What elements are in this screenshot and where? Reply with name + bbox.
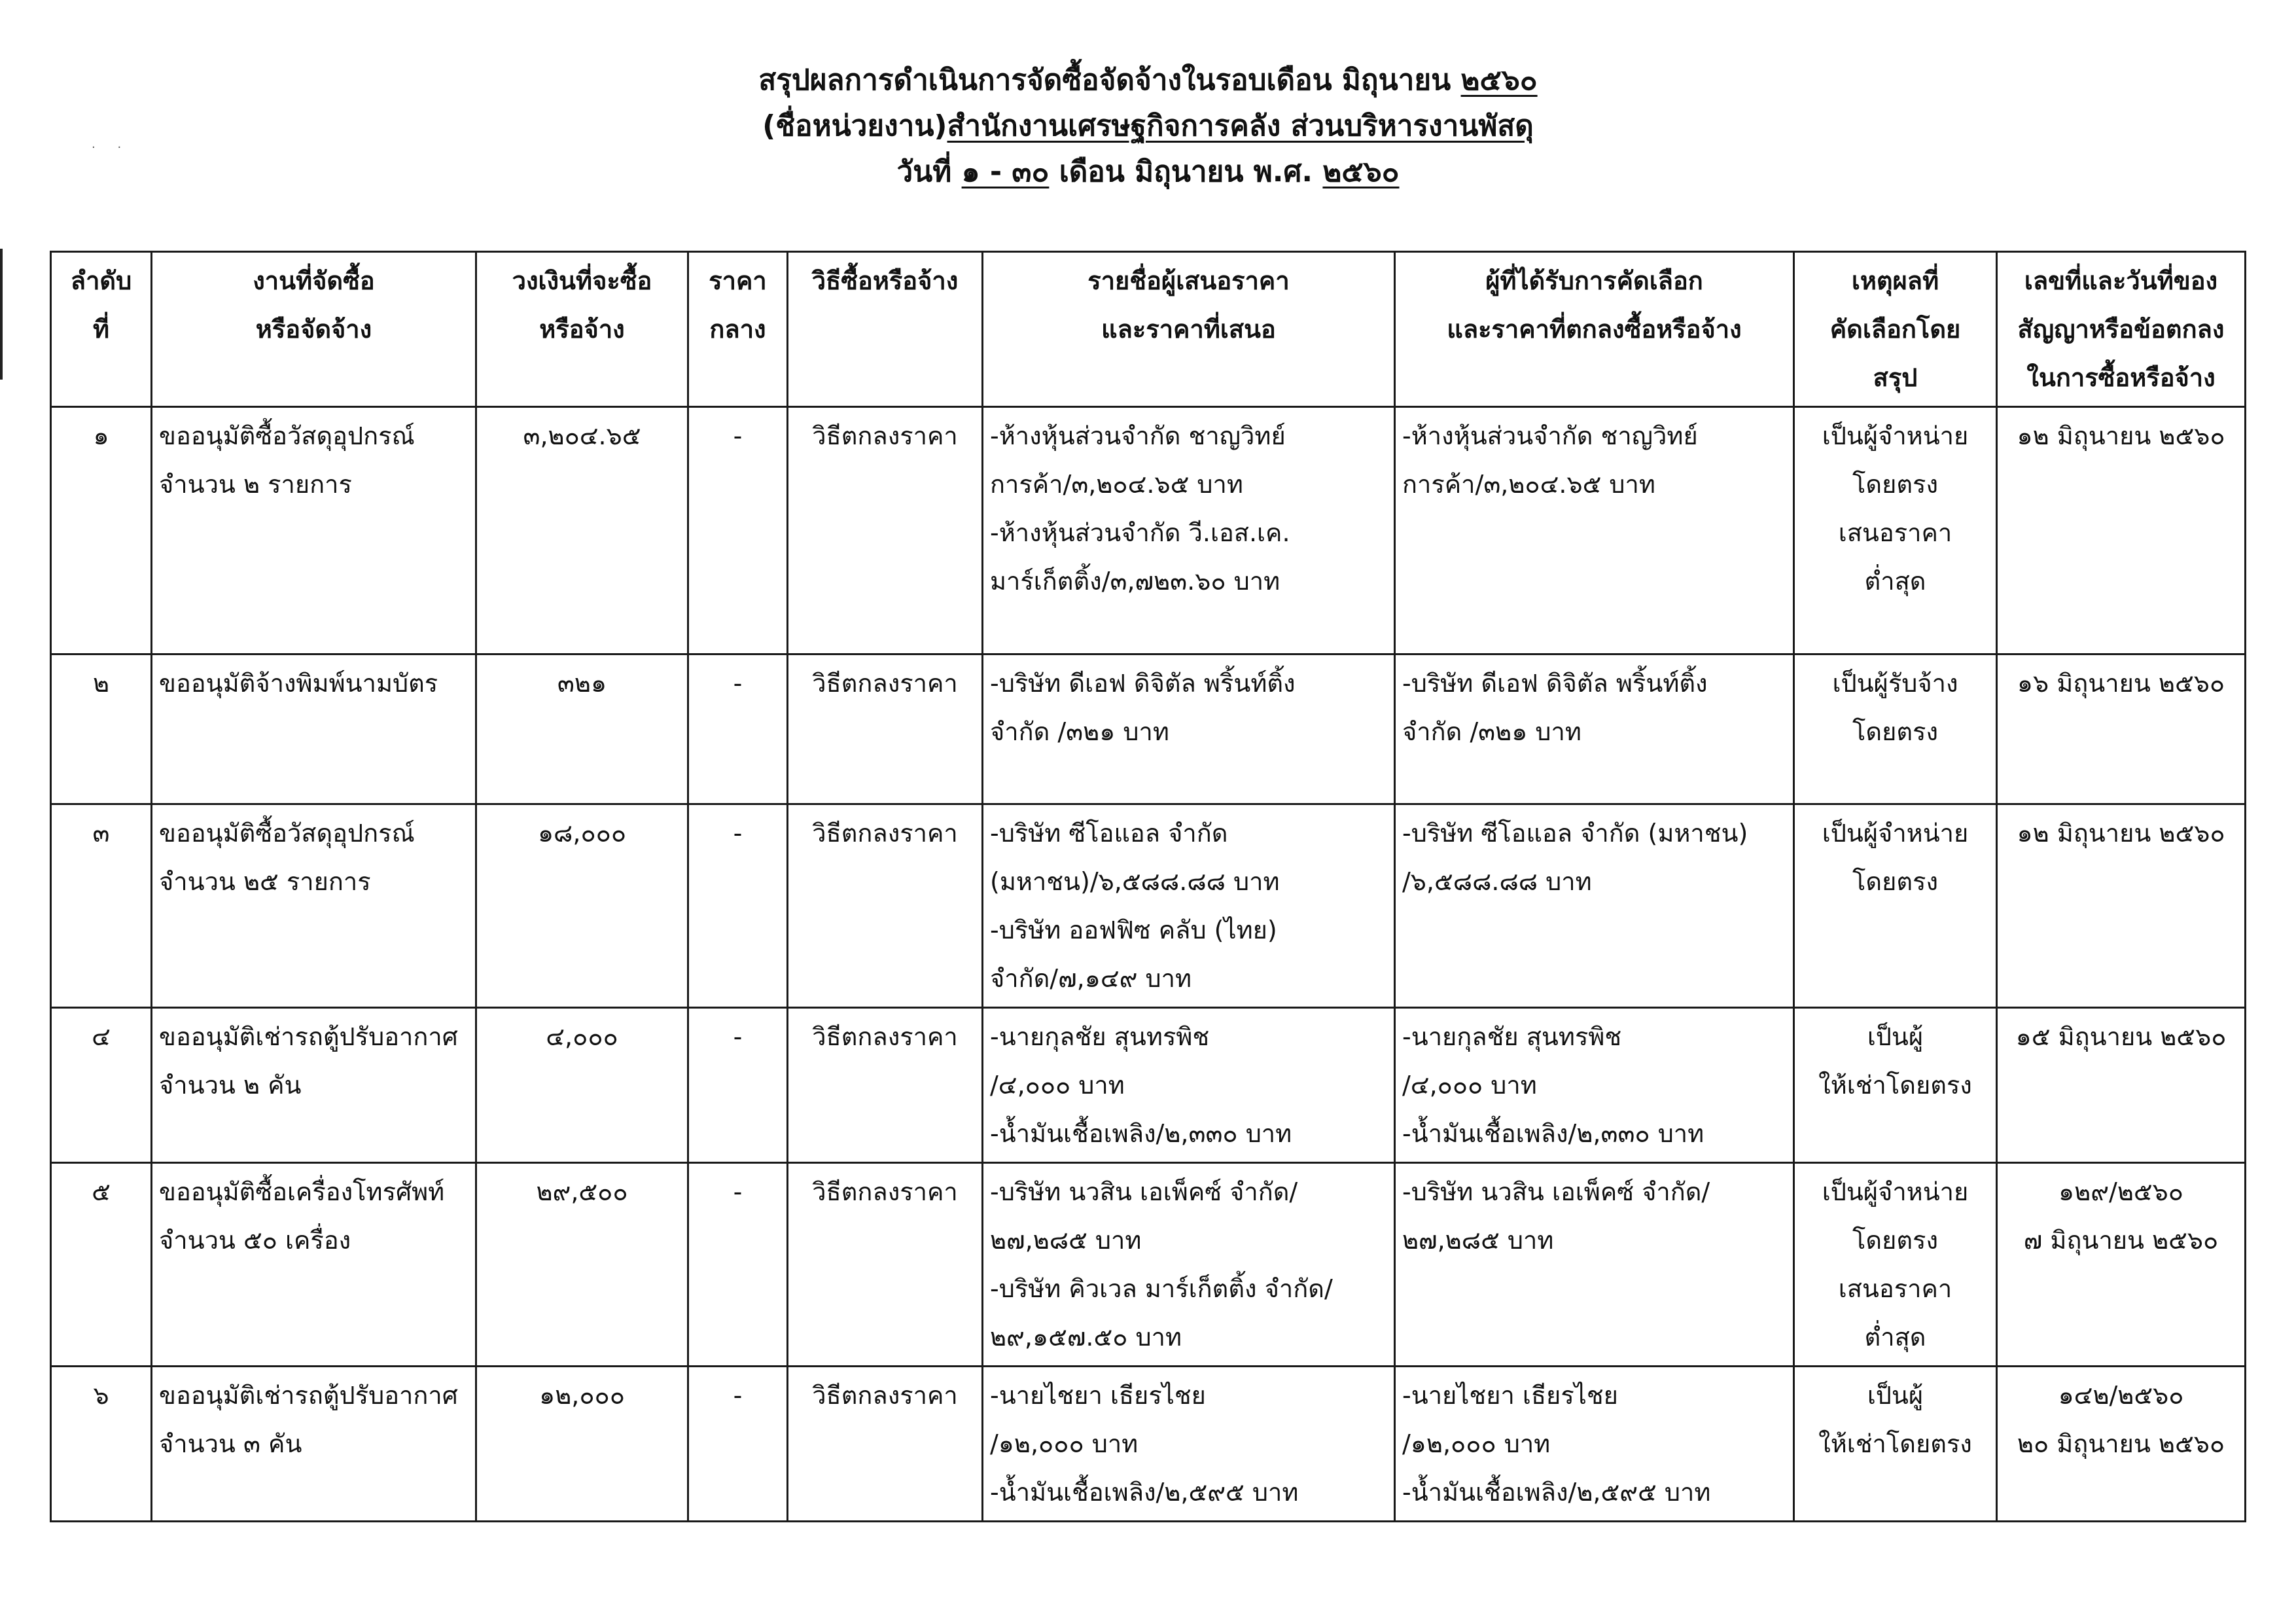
title-line-2: (ชื่อหน่วยงาน)สำนักงานเศรษฐกิจการคลัง ส่วนบริหารงานพัสดุ — [762, 109, 1534, 143]
cell-reason — [1794, 654, 1997, 804]
cell-selected-line: -ห้างหุ้นส่วนจำกัด ชาญวิทย์ — [1402, 421, 1698, 450]
cell-median-price: - — [688, 804, 788, 1008]
cell-reason-line: เป็นผู้ — [1867, 1022, 1924, 1051]
header-text: ที่ — [92, 315, 110, 344]
cell-budget: ๑๒,๐๐๐ — [476, 1367, 688, 1522]
cell-median-price: - — [688, 654, 788, 804]
cell-bidders-line: -บริษัท นวสิน เอเพ็คซ์ จำกัด/ — [990, 1177, 1298, 1206]
cell-work-line: จำนวน ๒ รายการ — [159, 470, 352, 499]
header-col-bidders — [983, 252, 1395, 407]
header-col-selected — [1395, 252, 1794, 407]
header-text: หรือจัดจ้าง — [255, 315, 372, 344]
table-header-row — [51, 252, 2246, 407]
cell-selected-line: -บริษัท ดีเอฟ ดิจิตัล พริ้นท์ติ้ง — [1402, 669, 1708, 698]
cell-contract-line: ๑๒๙/๒๕๖๐ — [2058, 1177, 2183, 1206]
cell-bidders-line: -นายกุลชัย สุนทรพิช — [990, 1022, 1210, 1051]
cell-method: วิธีตกลงราคา — [788, 1008, 983, 1163]
cell-bidders-line: -บริษัท ซีโอแอล จำกัด — [990, 819, 1228, 848]
cell-contract-line: ๒๐ มิถุนายน ๒๕๖๐ — [2017, 1429, 2225, 1458]
cell-reason — [1794, 407, 1997, 654]
cell-reason-line: โดยตรง — [1852, 717, 1938, 746]
scan-specks: · · — [92, 141, 131, 154]
cell-work-line: จำนวน ๒ คัน — [159, 1071, 302, 1100]
cell-selected-line: -นายกุลชัย สุนทรพิช — [1402, 1022, 1622, 1051]
header-col-no — [51, 252, 152, 407]
header-col-budget — [476, 252, 688, 407]
cell-reason-line: เป็นผู้ — [1867, 1381, 1924, 1410]
cell-bidders-line: -บริษัท ออฟฟิซ คลับ (ไทย) — [990, 916, 1277, 944]
cell-selected-line: -บริษัท นวสิน เอเพ็คซ์ จำกัด/ — [1402, 1177, 1710, 1206]
header-text: วิธีซื้อหรือจ้าง — [811, 266, 959, 295]
cell-work-line: จำนวน ๕๐ เครื่อง — [159, 1226, 351, 1255]
header-col-work — [152, 252, 476, 407]
cell-bidders-line: มาร์เก็ตติ้ง/๓,๗๒๓.๖๐ บาท — [990, 567, 1280, 596]
cell-reason — [1794, 1008, 1997, 1163]
cell-budget: ๒๙,๕๐๐ — [476, 1163, 688, 1367]
header-text: กลาง — [709, 315, 766, 344]
cell-bidders-line: การค้า/๓,๒๐๔.๖๕ บาท — [990, 470, 1243, 499]
cell-bidders-line: /๑๒,๐๐๐ บาท — [990, 1429, 1139, 1458]
cell-no: ๑ — [51, 407, 152, 654]
cell-reason-line: เป็นผู้จำหน่าย — [1822, 819, 1969, 848]
table-row — [51, 654, 2246, 804]
cell-work — [152, 654, 476, 804]
cell-bidders — [983, 1163, 1395, 1367]
header-text: และราคาที่เสนอ — [1101, 315, 1276, 344]
cell-work — [152, 407, 476, 654]
cell-budget: ๔,๐๐๐ — [476, 1008, 688, 1163]
table-body — [51, 407, 2246, 1522]
cell-budget: ๑๘,๐๐๐ — [476, 804, 688, 1008]
cell-selected-line: -บริษัท ซีโอแอล จำกัด (มหาชน) — [1402, 819, 1748, 848]
cell-method: วิธีตกลงราคา — [788, 654, 983, 804]
cell-selected — [1395, 654, 1794, 804]
cell-work-line: จำนวน ๓ คัน — [159, 1429, 302, 1458]
header-text: เหตุผลที่ — [1851, 266, 1939, 295]
cell-contract — [1997, 1008, 2246, 1163]
cell-selected-line: -น้ำมันเชื้อเพลิง/๒,๕๙๕ บาท — [1402, 1478, 1711, 1507]
table-row — [51, 804, 2246, 1008]
cell-work-line: ขออนุมัติซื้อวัสดุอุปกรณ์ — [159, 421, 415, 450]
cell-contract — [1997, 407, 2246, 654]
scan-edge-mark — [0, 249, 3, 380]
header-text: และราคาที่ตกลงซื้อหรือจ้าง — [1447, 315, 1742, 344]
table-row — [51, 1163, 2246, 1367]
cell-bidders-line: /๔,๐๐๐ บาท — [990, 1071, 1125, 1100]
cell-work-line: ขออนุมัติจ้างพิมพ์นามบัตร — [159, 669, 438, 698]
cell-selected — [1395, 1008, 1794, 1163]
cell-contract-line: ๑๕ มิถุนายน ๒๕๖๐ — [2015, 1022, 2227, 1051]
cell-selected-line: /๑๒,๐๐๐ บาท — [1402, 1429, 1551, 1458]
cell-bidders-line: -ห้างหุ้นส่วนจำกัด วี.เอส.เค. — [990, 518, 1290, 547]
cell-contract — [1997, 1163, 2246, 1367]
table-row — [51, 407, 2246, 654]
cell-budget: ๓,๒๐๔.๖๕ — [476, 407, 688, 654]
cell-no: ๖ — [51, 1367, 152, 1522]
cell-work — [152, 1367, 476, 1522]
cell-no: ๒ — [51, 654, 152, 804]
cell-reason — [1794, 1367, 1997, 1522]
cell-bidders-line: (มหาชน)/๖,๕๘๘.๘๘ บาท — [990, 867, 1280, 896]
cell-work — [152, 1008, 476, 1163]
cell-contract-line: ๑๖ มิถุนายน ๒๕๖๐ — [2017, 669, 2225, 698]
header-col-contract — [1997, 252, 2246, 407]
cell-bidders-line: -น้ำมันเชื้อเพลิง/๒,๓๓๐ บาท — [990, 1119, 1292, 1148]
cell-bidders — [983, 804, 1395, 1008]
cell-selected-line: -น้ำมันเชื้อเพลิง/๒,๓๓๐ บาท — [1402, 1119, 1704, 1148]
cell-selected-line: /๖,๕๘๘.๘๘ บาท — [1402, 867, 1592, 896]
cell-reason-line: ให้เช่าโดยตรง — [1818, 1429, 1972, 1458]
cell-no: ๓ — [51, 804, 152, 1008]
header-text: เลขที่และวันที่ของ — [2024, 266, 2218, 295]
cell-reason-line: ต่ำสุด — [1864, 1323, 1926, 1352]
cell-selected-line: /๔,๐๐๐ บาท — [1402, 1071, 1537, 1100]
cell-reason-line: ต่ำสุด — [1864, 567, 1926, 596]
cell-contract — [1997, 804, 2246, 1008]
cell-contract-line: ๑๒ มิถุนายน ๒๕๖๐ — [2017, 819, 2225, 848]
cell-no: ๔ — [51, 1008, 152, 1163]
header-text: รายชื่อผู้เสนอราคา — [1087, 266, 1290, 295]
cell-bidders-line: ๒๗,๒๘๕ บาท — [990, 1226, 1142, 1255]
title-line-3: วันที่ ๑ - ๓๐ เดือน มิถุนายน พ.ศ. ๒๕๖๐ — [896, 155, 1400, 188]
cell-median-price: - — [688, 1163, 788, 1367]
table-row — [51, 1008, 2246, 1163]
cell-selected-line: การค้า/๓,๒๐๔.๖๕ บาท — [1402, 470, 1655, 499]
cell-bidders-line: จำกัด/๗,๑๔๙ บาท — [990, 964, 1192, 993]
header-text: สรุป — [1873, 363, 1918, 392]
header-col-reason — [1794, 252, 1997, 407]
cell-bidders-line: -นายไชยา เธียรไชย — [990, 1381, 1206, 1410]
cell-method: วิธีตกลงราคา — [788, 1367, 983, 1522]
cell-contract — [1997, 1367, 2246, 1522]
cell-median-price: - — [688, 407, 788, 654]
header-text: วงเงินที่จะซื้อ — [512, 266, 652, 295]
cell-contract-line: ๗ มิถุนายน ๒๕๖๐ — [2023, 1226, 2219, 1255]
header-text: ในการซื้อหรือจ้าง — [2026, 363, 2216, 392]
cell-reason — [1794, 804, 1997, 1008]
cell-reason-line: เสนอราคา — [1838, 1274, 1952, 1303]
header-text: คัดเลือกโดย — [1829, 315, 1961, 344]
cell-contract-line: ๑๒ มิถุนายน ๒๕๖๐ — [2017, 421, 2225, 450]
header-text: ผู้ที่ได้รับการคัดเลือก — [1485, 266, 1703, 295]
header-text: หรือจ้าง — [539, 315, 625, 344]
cell-reason — [1794, 1163, 1997, 1367]
cell-median-price: - — [688, 1008, 788, 1163]
cell-reason-line: โดยตรง — [1852, 470, 1938, 499]
cell-reason-line: ให้เช่าโดยตรง — [1818, 1071, 1972, 1100]
cell-bidders — [983, 1367, 1395, 1522]
cell-reason-line: เป็นผู้จำหน่าย — [1822, 1177, 1969, 1206]
header-text: ราคา — [709, 266, 767, 295]
cell-no: ๕ — [51, 1163, 152, 1367]
procurement-table — [50, 251, 2246, 1522]
title-line-1: สรุปผลการดำเนินการจัดซื้อจัดจ้างในรอบเดือน มิถุนายน ๒๕๖๐ — [758, 63, 1538, 97]
cell-selected — [1395, 407, 1794, 654]
cell-median-price: - — [688, 1367, 788, 1522]
cell-bidders-line: -น้ำมันเชื้อเพลิง/๒,๕๙๕ บาท — [990, 1478, 1299, 1507]
header-text: ลำดับ — [70, 266, 132, 295]
cell-method: วิธีตกลงราคา — [788, 407, 983, 654]
cell-method: วิธีตกลงราคา — [788, 1163, 983, 1367]
cell-work-line: ขออนุมัติซื้อเครื่องโทรศัพท์ — [159, 1177, 445, 1206]
cell-bidders — [983, 407, 1395, 654]
cell-work — [152, 1163, 476, 1367]
cell-bidders-line: -บริษัท ดีเอฟ ดิจิตัล พริ้นท์ติ้ง — [990, 669, 1296, 698]
cell-reason-line: โดยตรง — [1852, 1226, 1938, 1255]
cell-bidders-line: จำกัด /๓๒๑ บาท — [990, 717, 1169, 746]
table-row — [51, 1367, 2246, 1522]
cell-work-line: ขออนุมัติเช่ารถตู้ปรับอากาศ — [159, 1022, 458, 1051]
cell-contract-line: ๑๔๒/๒๕๖๐ — [2058, 1381, 2184, 1410]
cell-selected-line: ๒๗,๒๘๕ บาท — [1402, 1226, 1554, 1255]
cell-reason-line: เป็นผู้รับจ้าง — [1832, 669, 1958, 698]
cell-selected — [1395, 1367, 1794, 1522]
header-col-median-price — [688, 252, 788, 407]
header-text: งานที่จัดซื้อ — [253, 266, 375, 295]
document-header — [0, 58, 2296, 195]
cell-reason-line: เป็นผู้จำหน่าย — [1822, 421, 1969, 450]
cell-bidders-line: -ห้างหุ้นส่วนจำกัด ชาญวิทย์ — [990, 421, 1286, 450]
cell-selected — [1395, 1163, 1794, 1367]
cell-work-line: ขออนุมัติเช่ารถตู้ปรับอากาศ — [159, 1381, 458, 1410]
cell-selected-line: -นายไชยา เธียรไชย — [1402, 1381, 1618, 1410]
cell-method: วิธีตกลงราคา — [788, 804, 983, 1008]
cell-reason-line: เสนอราคา — [1838, 518, 1952, 547]
cell-bidders-line: ๒๙,๑๕๗.๕๐ บาท — [990, 1323, 1182, 1352]
cell-budget: ๓๒๑ — [476, 654, 688, 804]
cell-bidders — [983, 1008, 1395, 1163]
cell-selected — [1395, 804, 1794, 1008]
cell-reason-line: โดยตรง — [1852, 867, 1938, 896]
cell-work-line: จำนวน ๒๕ รายการ — [159, 867, 371, 896]
cell-contract — [1997, 654, 2246, 804]
cell-bidders — [983, 654, 1395, 804]
cell-bidders-line: -บริษัท คิวเวล มาร์เก็ตติ้ง จำกัด/ — [990, 1274, 1333, 1303]
cell-work-line: ขออนุมัติซื้อวัสดุอุปกรณ์ — [159, 819, 415, 848]
cell-work — [152, 804, 476, 1008]
cell-selected-line: จำกัด /๓๒๑ บาท — [1402, 717, 1581, 746]
header-text: สัญญาหรือข้อตกลง — [2017, 315, 2225, 344]
header-col-method — [788, 252, 983, 407]
